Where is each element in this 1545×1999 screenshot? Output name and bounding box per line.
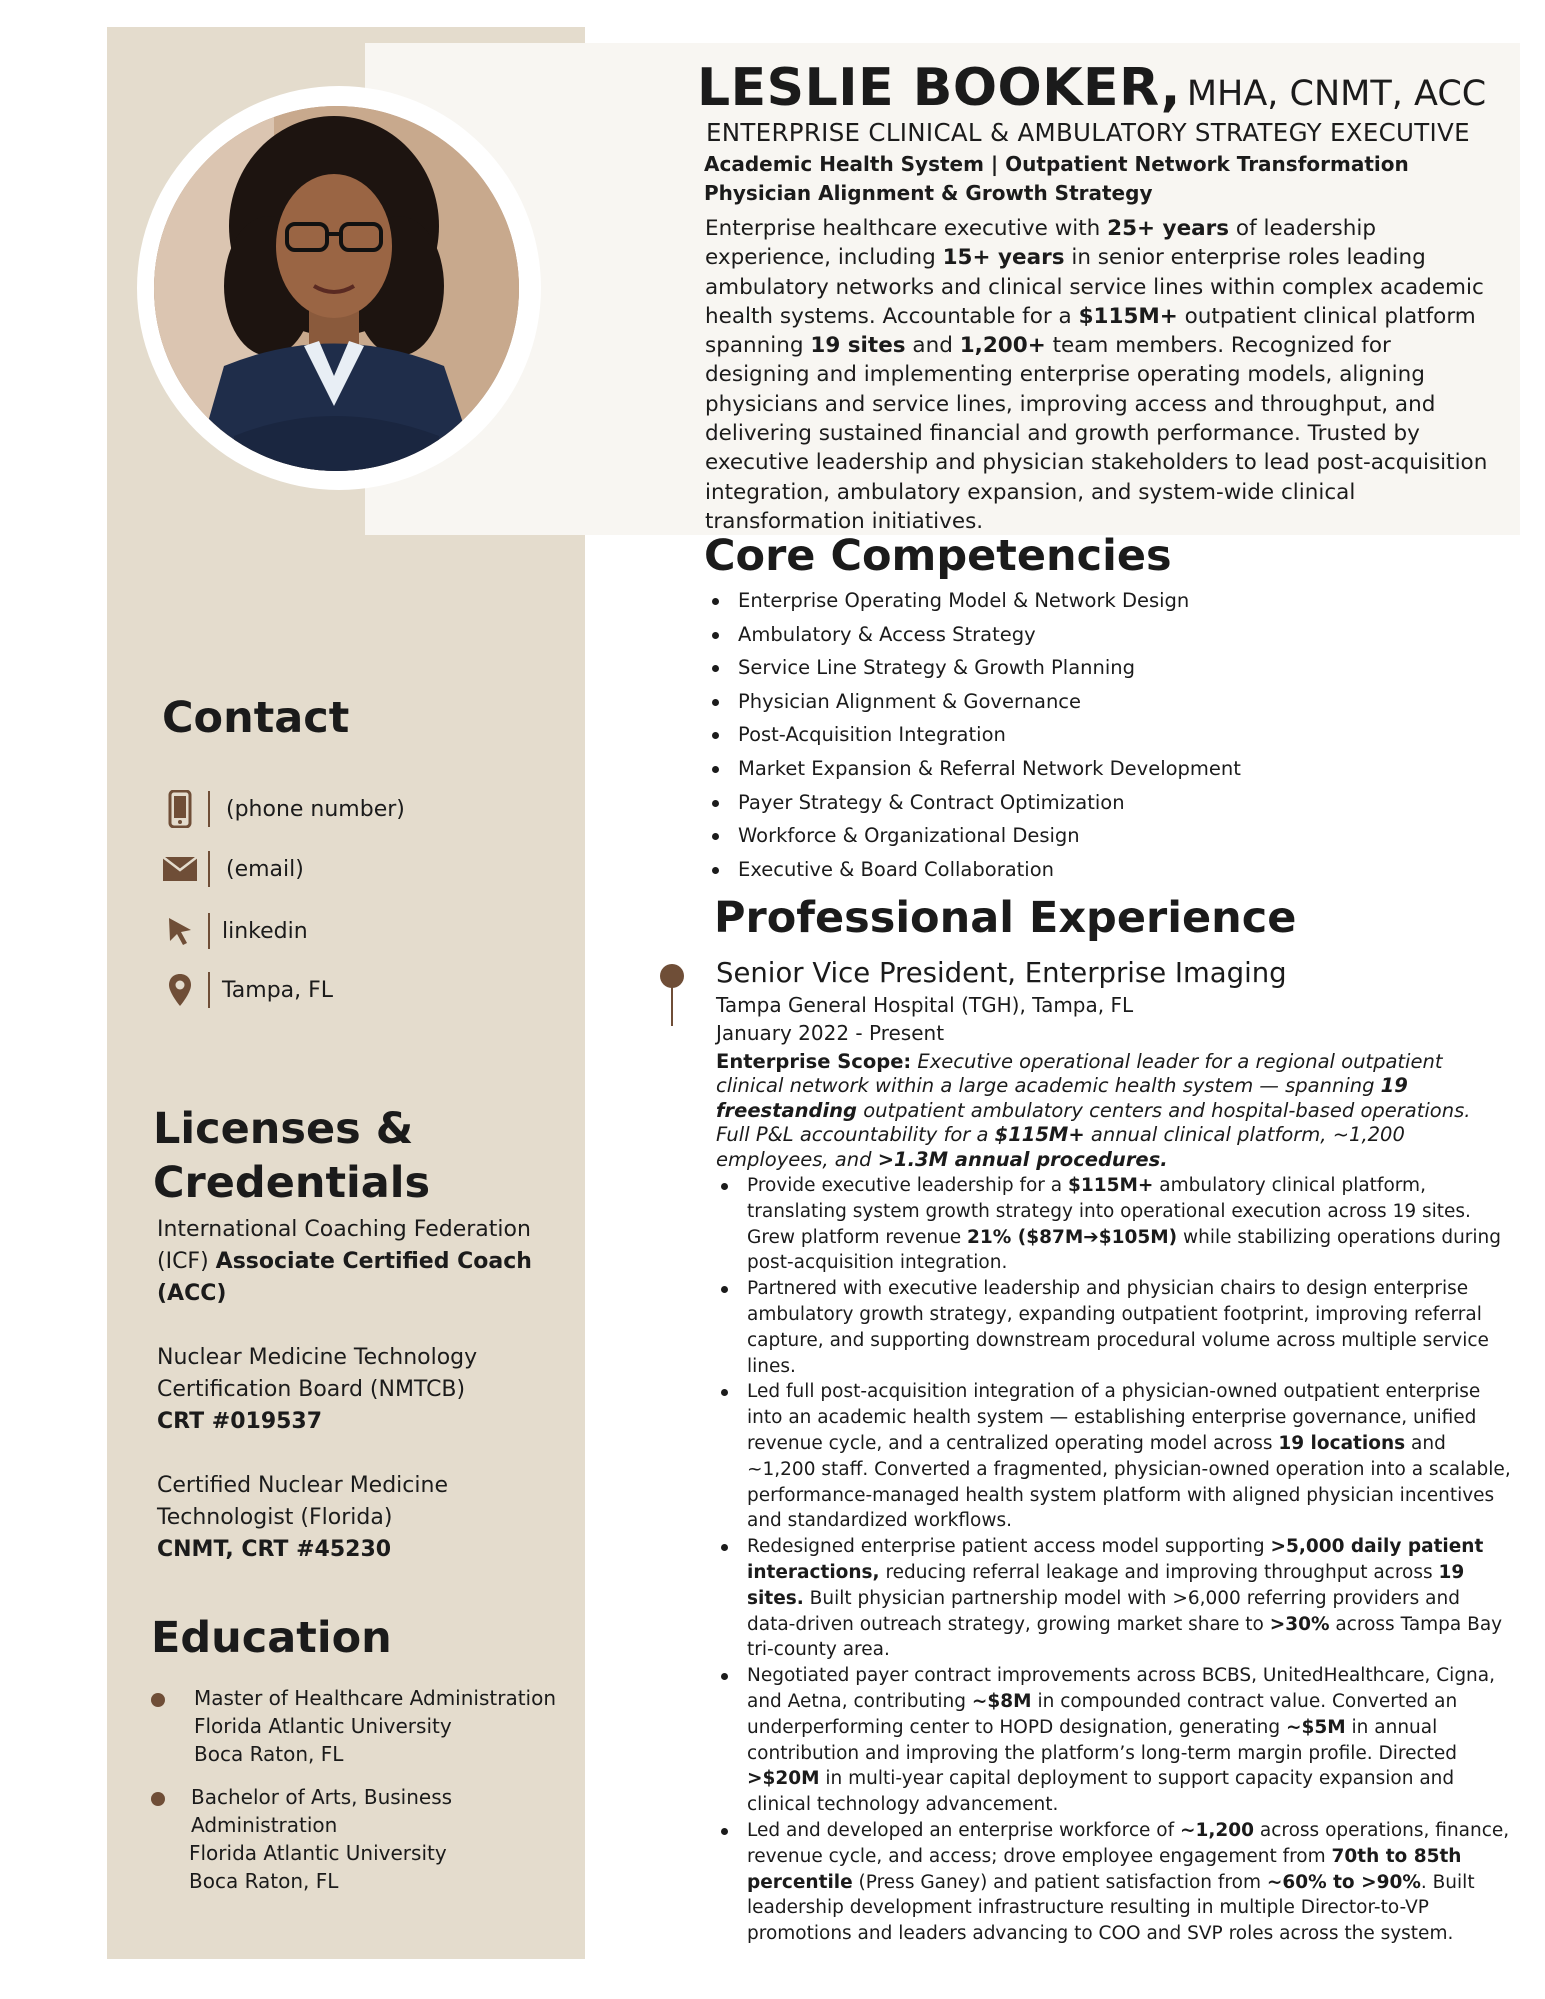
bullet-text: Provide executive leadership for a — [747, 1175, 1069, 1196]
summary-text: outpatient clinical platform spanning — [705, 303, 1476, 359]
summary-text: in senior enterprise roles leading ambulatory networks and clinical service lines within complex academic health systems. Accountable for a — [705, 245, 1484, 329]
employer-text: Tampa General Hospital (TGH), Tampa, FL — [716, 993, 1134, 1017]
achievement-bullet — [713, 1276, 1513, 1379]
bullet-text: ambulatory clinical platform, translating system growth strategy into operational execution across 19 sites. Grew platform revenue — [747, 1175, 1471, 1248]
bullet-text: in annual contribution and improving the platform’s long-term margin profile. Directed — [747, 1716, 1458, 1764]
bullet-text: Partnered with executive leadership and physician chairs to design enterprise ambulatory growth strategy, expanding outpatient footprint, improving referral capture, and supporting downstream procedural volume across multiple service lines. — [747, 1278, 1489, 1377]
cursor-icon — [160, 911, 200, 951]
school-text: Florida Atlantic University — [189, 1841, 447, 1865]
achievement-bullet — [713, 1818, 1513, 1947]
core-competencies-heading: Core Competencies — [704, 531, 1172, 581]
scope-label: Enterprise Scope: — [716, 1050, 912, 1073]
contact-heading: Contact — [162, 693, 350, 743]
bullet-highlight: 70th to 85th percentile — [747, 1845, 1462, 1893]
summary-highlight: 1,200+ — [959, 333, 1046, 359]
bullet-text: Led and developed an enterprise workforce of — [747, 1819, 1180, 1841]
professional-summary — [705, 214, 1495, 536]
credential-highlight: CRT #019537 — [157, 1409, 323, 1434]
competency-item: Payer Strategy & Contract Optimization — [704, 786, 1241, 820]
candidate-name-line — [697, 58, 1486, 118]
bullet-highlight: ~60% to >90% — [1266, 1871, 1421, 1893]
location-pin-icon — [160, 970, 200, 1010]
contact-divider — [208, 791, 210, 827]
degree-text: Administration — [191, 1813, 338, 1837]
competency-item: Physician Alignment & Governance — [704, 685, 1241, 719]
bullet-text: and ~1,200 staff. Converted a fragmented, physician-owned operation into a scalable, performance-managed health system platform with aligned physician incentives and standardized workflows. — [747, 1432, 1511, 1532]
contact-email-row[interactable] — [160, 849, 304, 889]
bullet-highlight: 19 sites. — [747, 1561, 1465, 1609]
bullet-text: across operations, finance, revenue cycle, and access; drove employee engagement from — [747, 1819, 1510, 1867]
bullet-highlight: 19 locations — [1278, 1432, 1406, 1454]
achievement-bullet — [713, 1379, 1513, 1534]
education-heading: Education — [151, 1613, 392, 1663]
candidate-name: LESLIE BOOKER, — [697, 58, 1181, 118]
bullet-text: in compounded contract value. Converted an underperforming center to HOPD designation, generating — [747, 1690, 1458, 1738]
bullet-text: in multi-year capital deployment to support capacity expansion and clinical technology advancement. — [747, 1768, 1455, 1816]
degree-text: Bachelor of Arts, Business — [191, 1785, 453, 1809]
phone-text[interactable]: (phone number) — [226, 796, 405, 822]
competencies-list — [704, 584, 1241, 886]
scope-text: annual clinical platform, ~1,200 employees, and — [716, 1123, 1405, 1171]
bullet-text: across Tampa Bay tri-county area. — [747, 1613, 1503, 1661]
school-city-text: Boca Raton, FL — [189, 1869, 339, 1893]
credential-highlight: Associate Certified Coach (ACC) — [157, 1249, 532, 1306]
subhead-line-2: Physician Alignment & Growth Strategy — [704, 181, 1153, 205]
bullet-text: reducing referral leakage and improving throughput across — [879, 1561, 1439, 1583]
summary-text: and — [905, 333, 960, 359]
scope-highlight: $115M+ — [994, 1123, 1085, 1147]
licenses-heading-line: Licenses & — [153, 1104, 414, 1154]
credential-highlight: CNMT, CRT #45230 — [157, 1537, 392, 1562]
summary-text: of leadership experience, including — [705, 216, 1377, 271]
credential-text: International Coaching Federation (ICF) — [157, 1217, 531, 1274]
credential-text: Nuclear Medicine Technology Certification Board (NMTCB) — [157, 1345, 478, 1402]
competency-item: Post-Acquisition Integration — [704, 718, 1241, 752]
education-entry-master — [194, 1684, 556, 1768]
contact-divider — [208, 972, 210, 1008]
scope-text: Executive operational leader for a regional outpatient clinical network within a large academic health system — spanning — [716, 1050, 1443, 1098]
summary-highlight: 19 sites — [810, 333, 906, 359]
phone-icon — [160, 789, 200, 829]
competency-item: Ambulatory & Access Strategy — [704, 618, 1241, 652]
competency-item: Market Expansion & Referral Network Development — [704, 752, 1241, 786]
experience-bullets — [713, 1173, 1513, 1947]
bullet-text: . Built leadership development infrastructure resulting in multiple Director-to-VP promotions and leaders advancing to COO and SVP roles across the system. — [747, 1871, 1475, 1945]
bullet-text: while stabilizing operations during post-acquisition integration. — [747, 1226, 1502, 1274]
school-text: Florida Atlantic University — [194, 1714, 452, 1738]
timeline-stem — [671, 986, 673, 1026]
education-bullet-dot — [151, 1792, 165, 1806]
job-title: Senior Vice President, Enterprise Imaging — [716, 957, 1287, 989]
bullet-text: Redesigned enterprise patient access model supporting — [747, 1536, 1271, 1558]
email-icon — [160, 849, 200, 889]
linkedin-text[interactable]: linkedin — [222, 918, 308, 944]
credential-icf — [157, 1214, 577, 1310]
job-dates: January 2022 - Present — [716, 1021, 945, 1045]
bullet-highlight: ~$8M — [971, 1690, 1032, 1712]
competency-item: Executive & Board Collaboration — [704, 853, 1241, 887]
credential-text: Certified Nuclear Medicine Technologist (Florida) — [157, 1473, 448, 1530]
competency-item: Enterprise Operating Model & Network Design — [704, 584, 1241, 618]
licenses-heading-line: Credentials — [153, 1158, 431, 1208]
scope-highlight: >1.3M annual procedures. — [877, 1147, 1168, 1171]
contact-divider — [208, 913, 210, 949]
achievement-bullet — [713, 1173, 1513, 1276]
bullet-highlight: >$20M — [747, 1768, 820, 1790]
contact-location-row — [160, 970, 333, 1010]
education-bullet-dot — [151, 1693, 165, 1707]
timeline-dot — [660, 964, 684, 988]
credential-nmtcb — [157, 1342, 577, 1438]
summary-highlight: $115M+ — [1078, 303, 1178, 329]
scope-text: outpatient ambulatory centers and hospital-based operations. Full P&L accountability for a — [716, 1098, 1471, 1147]
summary-highlight: 25+ years — [1107, 216, 1230, 241]
scope-highlight: 19 freestanding — [716, 1074, 1408, 1122]
candidate-credentials: MHA, CNMT, ACC — [1186, 74, 1487, 114]
bullet-highlight: >30% — [1269, 1613, 1330, 1635]
contact-linkedin-row[interactable] — [160, 911, 308, 951]
achievement-bullet — [713, 1663, 1513, 1818]
competency-item: Service Line Strategy & Growth Planning — [704, 651, 1241, 685]
achievement-bullet — [713, 1534, 1513, 1663]
bullet-highlight: $115M+ — [1068, 1175, 1154, 1196]
subhead-line-1: Academic Health System | Outpatient Network Transformation — [704, 152, 1409, 176]
school-city-text: Boca Raton, FL — [194, 1742, 344, 1766]
bullet-text: (Press Ganey) and patient satisfaction from — [852, 1871, 1267, 1893]
contact-divider — [208, 851, 210, 887]
bullet-text: Built physician partnership model with >6,000 referring providers and data-driven outreach strategy, growing market share to — [747, 1587, 1460, 1635]
licenses-heading — [153, 1102, 430, 1210]
bullet-highlight: >5,000 daily patient interactions, — [747, 1536, 1484, 1583]
bullet-highlight: 21% ($87M➔$105M) — [967, 1226, 1178, 1248]
summary-text: Enterprise healthcare executive with — [705, 216, 1108, 241]
portrait-illustration — [154, 106, 519, 471]
professional-experience-heading: Professional Experience — [714, 893, 1297, 943]
portrait-photo — [154, 106, 519, 471]
credential-cnmt — [157, 1470, 577, 1566]
summary-text: team members. Recognized for designing and implementing enterprise operating models, aligning physicians and service lines, improving access and throughput, and delivering sustained financial and growth performance. Trusted by executive leadership and physician stakeholders to lead post-acquisition integration, ambulatory expansion, and system-wide clinical transformation initiatives. — [705, 333, 1488, 534]
location-text: Tampa, FL — [222, 977, 334, 1003]
email-text[interactable]: (email) — [226, 856, 304, 882]
enterprise-scope — [716, 1050, 1506, 1172]
summary-highlight: 15+ years — [942, 245, 1065, 271]
contact-phone-row[interactable] — [160, 789, 405, 829]
bullet-highlight: ~$5M — [1285, 1716, 1346, 1738]
competency-item: Workforce & Organizational Design — [704, 819, 1241, 853]
bullet-text: Negotiated payer contract improvements across BCBS, UnitedHealthcare, Cigna, and Aetna, contributing — [747, 1665, 1496, 1712]
bullet-text: Led full post-acquisition integration of a physician-owned outpatient enterprise into an academic health system — establishing enterprise governance, unified revenue cycle, and a centralized operating model across — [747, 1381, 1481, 1454]
headline-title: ENTERPRISE CLINICAL & AMBULATORY STRATEGY EXECUTIVE — [706, 118, 1470, 147]
bullet-highlight: ~1,200 — [1179, 1819, 1254, 1841]
degree-text: Master of Healthcare Administration — [194, 1686, 557, 1710]
education-entry-bachelor — [191, 1783, 452, 1895]
